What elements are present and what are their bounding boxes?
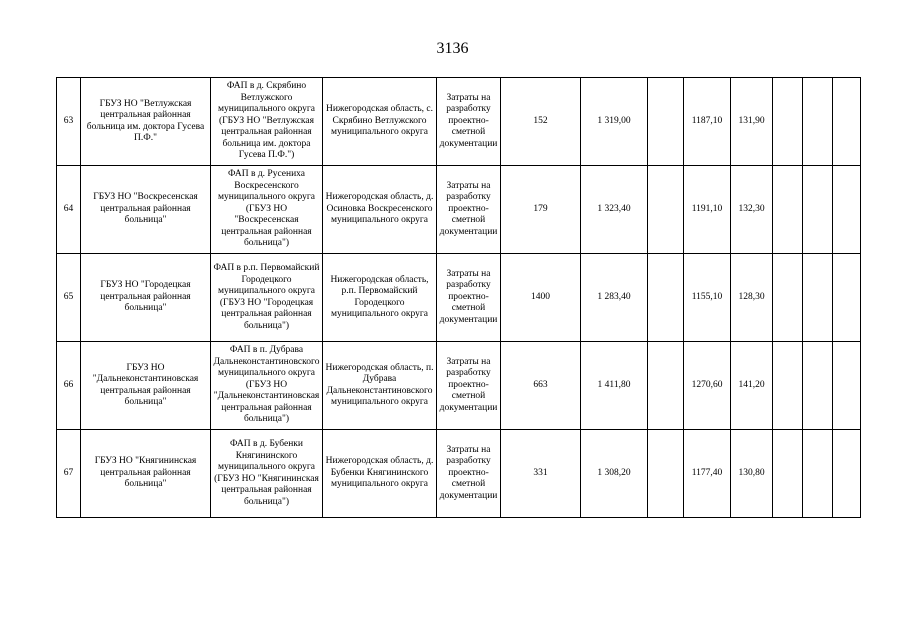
cost-type-cell: Затраты на разработку проектно-сметной документации — [437, 78, 501, 166]
value-cell-4: 1187,10 — [684, 78, 731, 166]
value-cell-2: 1 323,40 — [581, 166, 648, 254]
value-cell-8 — [833, 342, 861, 430]
value-cell-3 — [648, 166, 684, 254]
cost-type-cell: Затраты на разработку проектно-сметной документации — [437, 342, 501, 430]
organization-cell: ГБУЗ НО "Городецкая центральная районная больница" — [81, 254, 211, 342]
value-cell-8 — [833, 430, 861, 518]
address-cell: Нижегородская область, д. Бубенки Княгининского муниципального округа — [323, 430, 437, 518]
value-cell-1: 152 — [501, 78, 581, 166]
value-cell-5: 130,80 — [731, 430, 773, 518]
value-cell-7 — [803, 342, 833, 430]
value-cell-1: 1400 — [501, 254, 581, 342]
value-cell-8 — [833, 254, 861, 342]
value-cell-5: 128,30 — [731, 254, 773, 342]
table-row — [57, 254, 861, 342]
value-cell-7 — [803, 78, 833, 166]
row-number: 64 — [57, 166, 81, 254]
value-cell-8 — [833, 78, 861, 166]
value-cell-6 — [773, 166, 803, 254]
address-cell: Нижегородская область, р.п. Первомайский Городецкого муниципального округа — [323, 254, 437, 342]
value-cell-4: 1270,60 — [684, 342, 731, 430]
value-cell-3 — [648, 254, 684, 342]
organization-cell: ГБУЗ НО "Воскресенская центральная районная больница" — [81, 166, 211, 254]
value-cell-8 — [833, 166, 861, 254]
value-cell-5: 141,20 — [731, 342, 773, 430]
row-number: 66 — [57, 342, 81, 430]
row-number: 67 — [57, 430, 81, 518]
organization-cell: ГБУЗ НО "Дальнеконстантиновская центральная районная больница" — [81, 342, 211, 430]
value-cell-6 — [773, 78, 803, 166]
value-cell-5: 132,30 — [731, 166, 773, 254]
address-cell: Нижегородская область, п. Дубрава Дальнеконстантиновского муниципального округа — [323, 342, 437, 430]
value-cell-7 — [803, 254, 833, 342]
value-cell-5: 131,90 — [731, 78, 773, 166]
value-cell-6 — [773, 342, 803, 430]
value-cell-3 — [648, 342, 684, 430]
value-cell-4: 1191,10 — [684, 166, 731, 254]
value-cell-6 — [773, 430, 803, 518]
cost-type-cell: Затраты на разработку проектно-сметной документации — [437, 254, 501, 342]
object-cell: ФАП в д. Русениха Воскресенского муниципального округа (ГБУЗ НО "Воскресенская центральная районная больница") — [211, 166, 323, 254]
address-cell: Нижегородская область, д. Осиновка Воскресенского муниципального округа — [323, 166, 437, 254]
organization-cell: ГБУЗ НО "Ветлужская центральная районная больница им. доктора Гусева П.Ф." — [81, 78, 211, 166]
page-number: 3136 — [436, 40, 469, 57]
object-cell: ФАП в д. Скрябино Ветлужского муниципального округа (ГБУЗ НО "Ветлужская центральная районная больница им. доктора Гусева П.Ф.") — [211, 78, 323, 166]
value-cell-2: 1 411,80 — [581, 342, 648, 430]
cost-type-cell: Затраты на разработку проектно-сметной документации — [437, 430, 501, 518]
value-cell-3 — [648, 78, 684, 166]
value-cell-2: 1 283,40 — [581, 254, 648, 342]
table-row — [57, 78, 861, 166]
value-cell-2: 1 308,20 — [581, 430, 648, 518]
row-number: 65 — [57, 254, 81, 342]
object-cell: ФАП в р.п. Первомайский Городецкого муниципального округа (ГБУЗ НО "Городецкая центральная районная больница") — [211, 254, 323, 342]
organization-cell: ГБУЗ НО "Княгининская центральная районная больница" — [81, 430, 211, 518]
value-cell-4: 1177,40 — [684, 430, 731, 518]
table-row — [57, 430, 861, 518]
value-cell-7 — [803, 430, 833, 518]
value-cell-7 — [803, 166, 833, 254]
cost-type-cell: Затраты на разработку проектно-сметной документации — [437, 166, 501, 254]
objects-table — [56, 77, 861, 518]
value-cell-1: 331 — [501, 430, 581, 518]
value-cell-1: 663 — [501, 342, 581, 430]
address-cell: Нижегородская область, с. Скрябино Ветлужского муниципального округа — [323, 78, 437, 166]
value-cell-1: 179 — [501, 166, 581, 254]
value-cell-4: 1155,10 — [684, 254, 731, 342]
table-row — [57, 342, 861, 430]
row-number: 63 — [57, 78, 81, 166]
value-cell-3 — [648, 430, 684, 518]
object-cell: ФАП в д. Бубенки Княгининского муниципального округа (ГБУЗ НО "Княгининская центральная районная больница") — [211, 430, 323, 518]
value-cell-2: 1 319,00 — [581, 78, 648, 166]
value-cell-6 — [773, 254, 803, 342]
table-row — [57, 166, 861, 254]
object-cell: ФАП в п. Дубрава Дальнеконстантиновского муниципального округа (ГБУЗ НО "Дальнеконстантиновская центральная районная больница") — [211, 342, 323, 430]
